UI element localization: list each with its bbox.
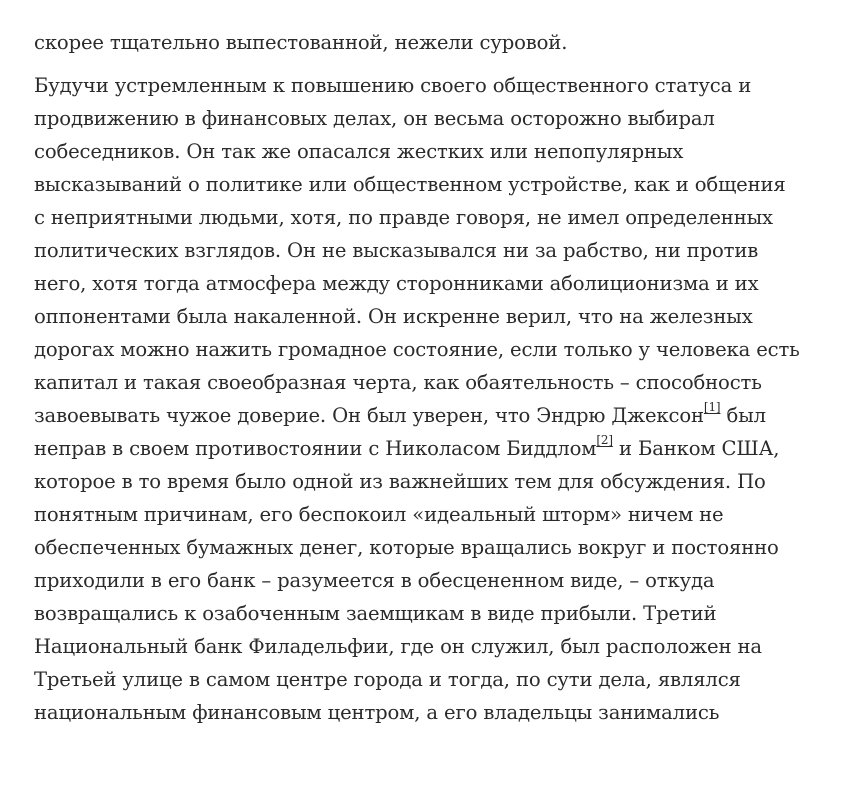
text-segment: и Банком США, [612, 437, 780, 460]
text-line: приходили в его банк – разумеется в обесцененном виде, – откуда [34, 569, 715, 592]
text-line: Национальный банк Филадельфии, где он служил, был расположен на [34, 635, 762, 658]
footnote-link-2[interactable]: [2] [596, 433, 613, 448]
paragraph [34, 26, 824, 59]
text-line: которое в то время было одной из важнейших тем для обсуждения. По [34, 470, 766, 493]
text-line: скорее тщательно выпестованной, нежели суровой. [34, 31, 568, 54]
text-line: высказываний о политике или общественном устройстве, как и общения [34, 173, 786, 196]
text-line: него, хотя тогда атмосфера между сторонниками аболиционизма и их [34, 272, 759, 295]
text-line-with-footnote [34, 399, 824, 432]
paragraph [34, 69, 824, 729]
text-line: Третьей улице в самом центре города и тогда, по сути дела, являлся [34, 668, 741, 691]
text-line: возвращались к озабоченным заемщикам в виде прибыли. Третий [34, 602, 717, 625]
text-line: национальным финансовым центром, а его владельцы занимались [34, 701, 720, 724]
text-line: оппонентами была накаленной. Он искренне верил, что на железных [34, 305, 753, 328]
text-line: обеспеченных бумажных денег, которые вращались вокруг и постоянно [34, 536, 779, 559]
book-text [34, 26, 824, 729]
text-segment: был [720, 404, 766, 427]
text-line: капитал и такая своеобразная черта, как обаятельность – способность [34, 371, 762, 394]
text-segment: завоевывать чужое доверие. Он был уверен, что Эндрю Джексон [34, 404, 704, 427]
text-line: дорогах можно нажить громадное состояние, если только у человека есть [34, 338, 800, 361]
text-line: Будучи устремленным к повышению своего общественного статуса и [34, 74, 752, 97]
text-line: собеседников. Он так же опасался жестких или непопулярных [34, 140, 684, 163]
text-line-with-footnote [34, 432, 824, 465]
text-line: продвижению в финансовых делах, он весьма осторожно выбирал [34, 107, 715, 130]
text-line: с неприятными людьми, хотя, по правде говоря, не имел определенных [34, 206, 773, 229]
text-line: понятным причинам, его беспокоил «идеальный шторм» ничем не [34, 503, 724, 526]
text-line: политических взглядов. Он не высказывался ни за рабство, ни против [34, 239, 759, 262]
paragraph-gap [34, 59, 824, 69]
text-segment: неправ в своем противостоянии с Николасом Биддлом [34, 437, 597, 460]
footnote-link-1[interactable]: [1] [703, 400, 721, 415]
